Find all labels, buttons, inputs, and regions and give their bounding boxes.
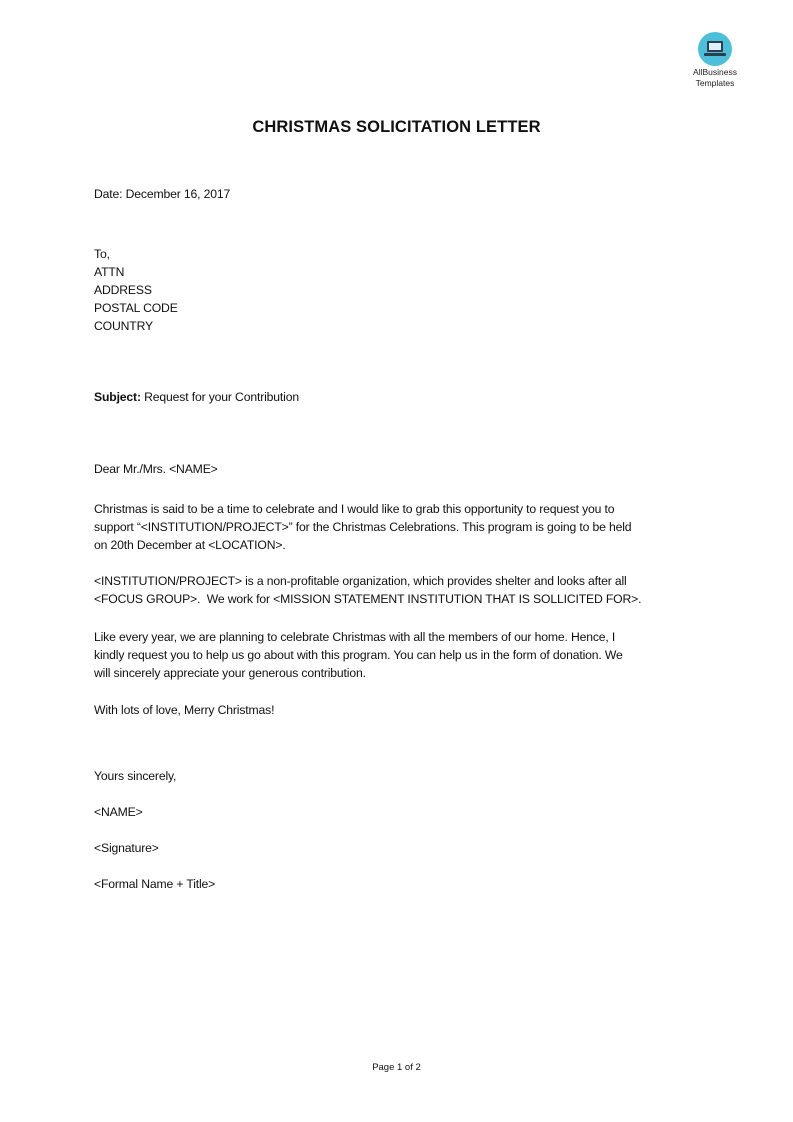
paragraph1-line: on 20th December at <LOCATION>. — [94, 538, 286, 552]
paragraph1-line: support “<INSTITUTION/PROJECT>” for the Christmas Celebrations. This program is going to be held — [94, 520, 632, 534]
formal-name-title: <Formal Name + Title> — [94, 877, 216, 891]
address-postal-code: POSTAL CODE — [94, 301, 178, 315]
address-country: COUNTRY — [94, 319, 153, 333]
address-line: ADDRESS — [94, 283, 152, 297]
paragraph1-line: Christmas is said to be a time to celebrate and I would like to grab this opportunity to request you to — [94, 502, 615, 516]
paragraph2-line: <INSTITUTION/PROJECT> is a non-profitable organization, which provides shelter and looks after all — [94, 574, 627, 588]
logo-text-line2: Templates — [695, 78, 735, 88]
letter-date: Date: December 16, 2017 — [94, 187, 231, 201]
paragraph2-line: <FOCUS GROUP>. We work for <MISSION STATEMENT INSTITUTION THAT IS SOLLICITED FOR>. — [94, 592, 642, 606]
closing-wish: With lots of love, Merry Christmas! — [94, 703, 275, 717]
logo-text-line1: AllBusiness — [693, 67, 737, 77]
signoff: Yours sincerely, — [94, 769, 177, 783]
allbusiness-templates-logo — [683, 32, 747, 88]
subject-label: Subject: — [94, 390, 141, 404]
signature: <Signature> — [94, 841, 159, 855]
paragraph3-line: will sincerely appreciate your generous contribution. — [94, 666, 366, 680]
sender-name: <NAME> — [94, 805, 143, 819]
paragraph3-line: kindly request you to help us go about with this program. You can help us in the form of donation. We — [94, 648, 623, 662]
page-number: Page 1 of 2 — [372, 1062, 421, 1073]
salutation: Dear Mr./Mrs. <NAME> — [94, 462, 218, 476]
address-to: To, — [94, 247, 110, 261]
subject-text: Request for your Contribution — [140, 390, 299, 404]
document-title: CHRISTMAS SOLICITATION LETTER — [252, 118, 541, 136]
subject-line — [94, 390, 299, 404]
address-attn: ATTN — [94, 265, 125, 279]
laptop-icon — [698, 32, 732, 66]
paragraph3-line: Like every year, we are planning to celebrate Christmas with all the members of our home. Hence, I — [94, 630, 616, 644]
